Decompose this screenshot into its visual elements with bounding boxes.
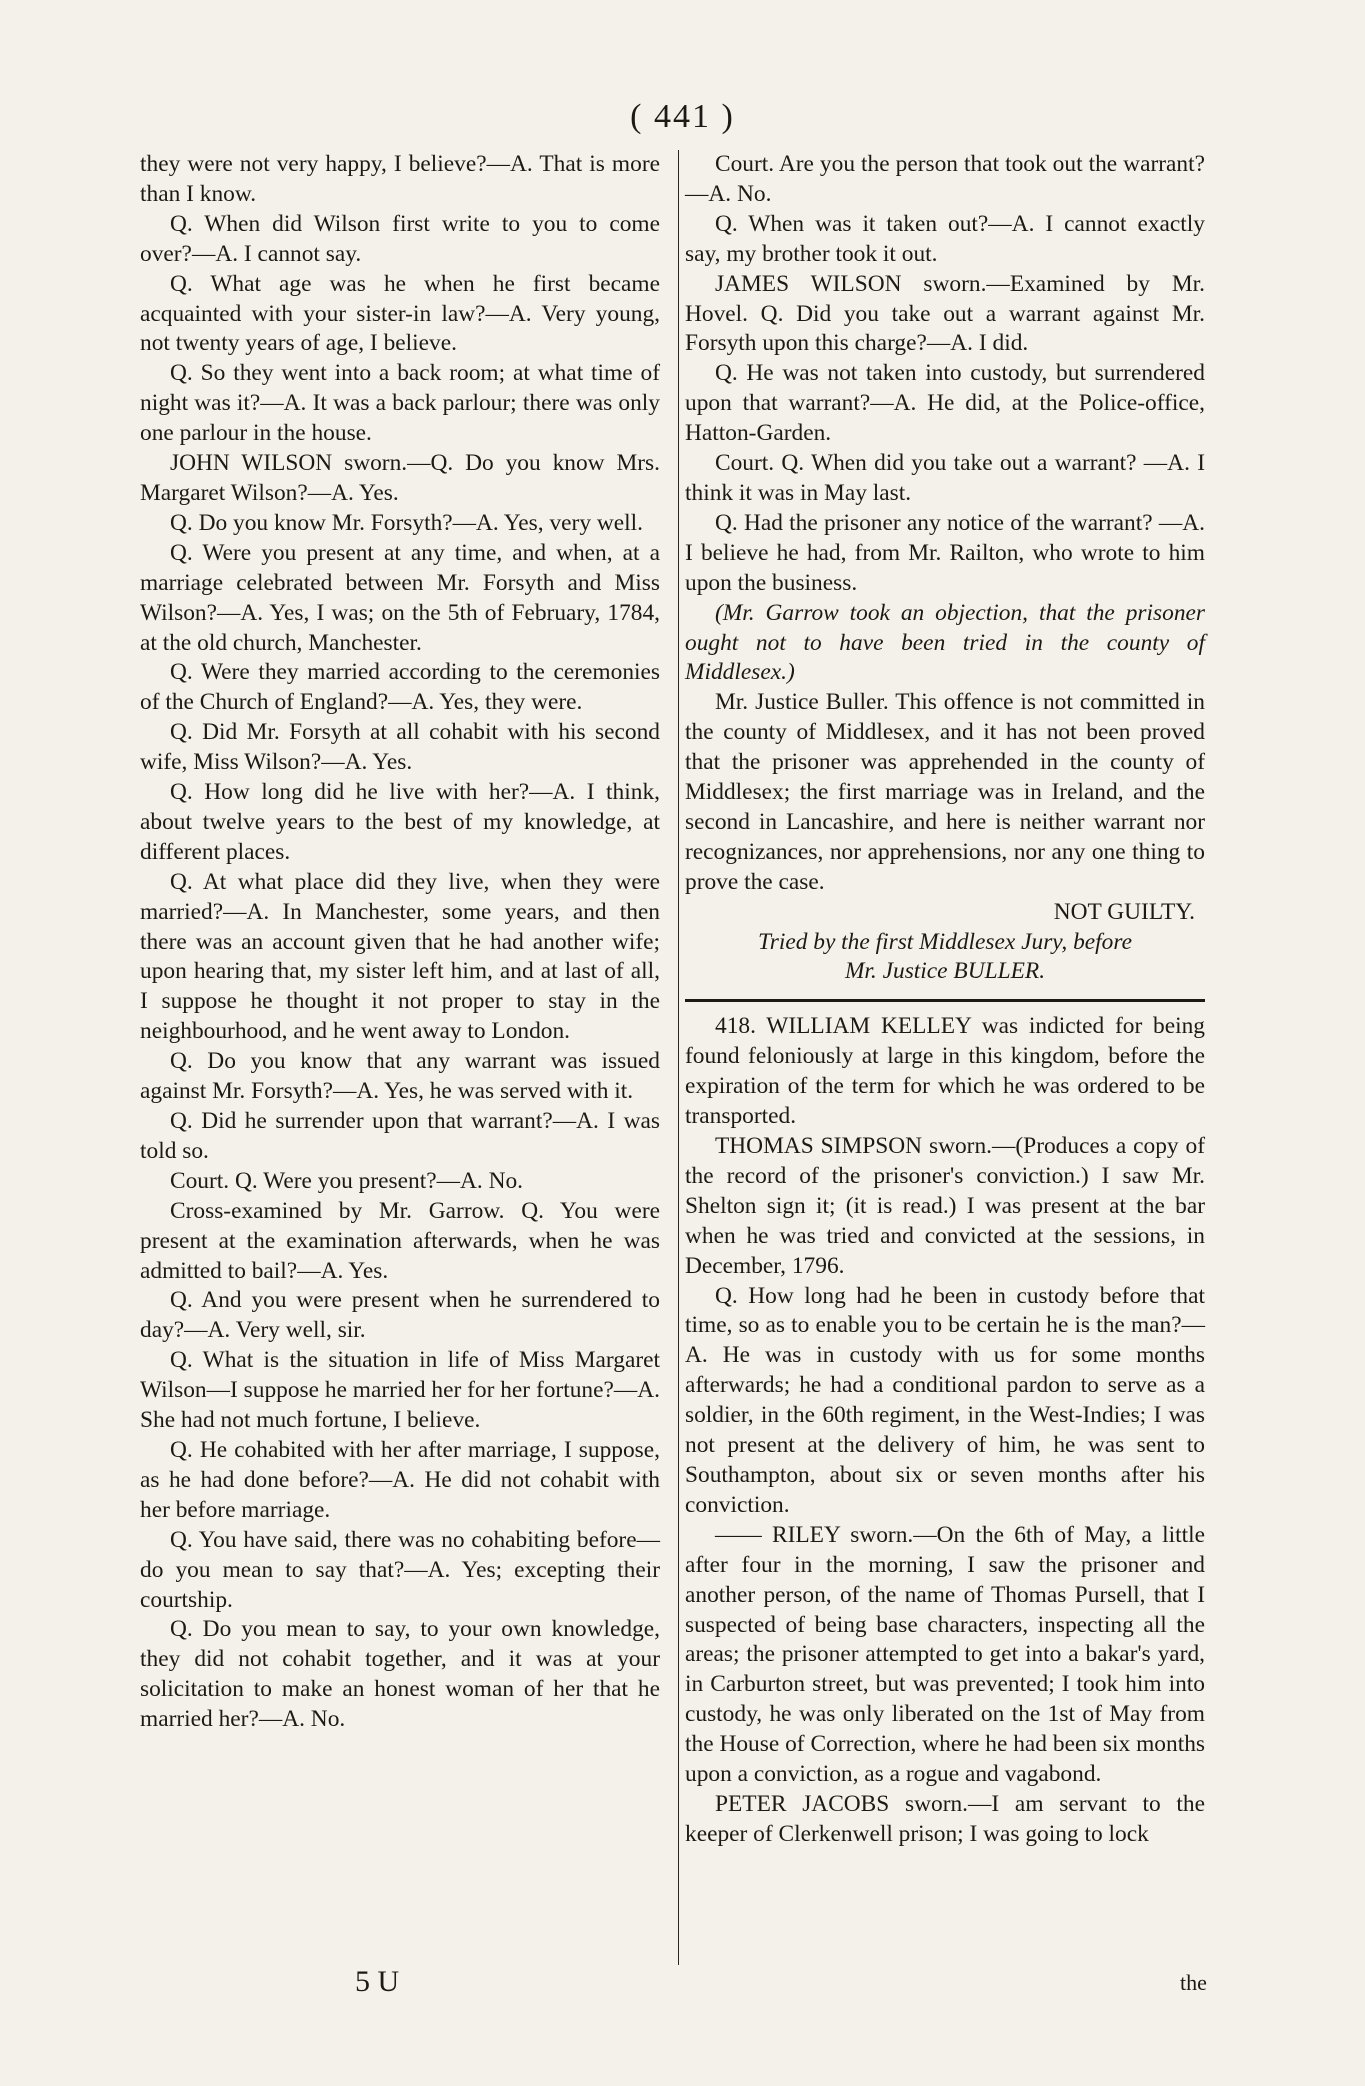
paragraph: they were not very happy, I believe?—A. That is more than I know.	[140, 151, 660, 207]
paragraph: Q. So they went into a back room; at what time of night was it?—A. It was a back parlour; there was only one parlour in the house.	[140, 360, 660, 447]
column-divider	[678, 150, 679, 1965]
section-rule	[685, 999, 1205, 1002]
paragraph: Mr. Justice Buller. This offence is not committed in the county of Middlesex, and it has not been proved that the prisoner was apprehended in the county of Middlesex; the first marriage was in Ireland, and the second in Lancashire, and here is neither warrant nor recognizances, nor apprehensions, nor any one thing to prove the case.	[685, 689, 1205, 895]
paragraph: Q. Had the prisoner any notice of the warrant? —A. I believe he had, from Mr. Railton, who wrote to him upon the business.	[685, 509, 1205, 596]
paragraph: 418. WILLIAM KELLEY was indicted for being found feloniously at large in this kingdom, before the expiration of the term for which he was ordered to be transported.	[685, 1013, 1205, 1130]
left-column	[140, 150, 660, 1735]
paragraph: PETER JACOBS sworn.—I am servant to the keeper of Clerkenwell prison; I was going to lock	[685, 1790, 1205, 1847]
verdict: NOT GUILTY.	[1053, 898, 1195, 925]
paragraph: Q. What age was he when he first became acquainted with your sister-in law?—A. Very young, not twenty years of age, I believe.	[140, 270, 660, 357]
tried-by-judge: Mr. Justice BULLER.	[844, 958, 1046, 985]
paragraph: Q. When did Wilson first write to you to come over?—A. I cannot say.	[140, 210, 660, 267]
paragraph: Q. Do you mean to say, to your own knowledge, they did not cohabit together, and it was at your solicitation to make an honest woman of her that he married her?—A. No.	[140, 1616, 660, 1733]
paragraph: JAMES WILSON sworn.—Examined by Mr. Hovel. Q. Did you take out a warrant against Mr. Forsyth upon this charge?—A. I did.	[685, 270, 1205, 357]
paragraph: Q. At what place did they live, when they were married?—A. In Manchester, some years, and then there was an account given that he had another wife; upon hearing that, my sister left him, and at last of all, I suppose he thought it not proper to stay in the neighbourhood, and he went away to London.	[140, 868, 660, 1045]
paragraph: Q. Were you present at any time, and when, at a marriage celebrated between Mr. Forsyth and Miss Wilson?—A. Yes, I was; on the 5th of February, 1784, at the old church, Manchester.	[140, 539, 660, 656]
paragraph: JOHN WILSON sworn.—Q. Do you know Mrs. Margaret Wilson?—A. Yes.	[140, 450, 660, 506]
paragraph: Cross-examined by Mr. Garrow. Q. You were present at the examination afterwards, when he was admitted to bail?—A. Yes.	[140, 1197, 660, 1284]
paragraph: Q. How long had he been in custody before that time, so as to enable you to be certain he is the man?—A. He was in custody with us for some months afterwards; he had a conditional pardon to serve as a soldier, in the 60th regiment, in the West-Indies; I was not present at the delivery of him, he was sent to Southampton, about six or seven months after his conviction.	[685, 1282, 1205, 1518]
paragraph: Q. Did he surrender upon that warrant?—A. I was told so.	[140, 1108, 660, 1164]
paragraph: Q. Were they married according to the ceremonies of the Church of England?—A. Yes, they were.	[140, 659, 660, 716]
paragraph: Court. Q. Were you present?—A. No.	[170, 1167, 524, 1194]
paragraph: Court. Q. When did you take out a warrant? —A. I think it was in May last.	[685, 450, 1205, 506]
paragraph: Q. Do you know that any warrant was issued against Mr. Forsyth?—A. Yes, he was served with it.	[140, 1048, 660, 1105]
signature-mark: 5 U	[355, 1965, 400, 1998]
paragraph: Q. How long did he live with her?—A. I think, about twelve years to the best of my knowledge, at different places.	[140, 779, 660, 865]
right-column	[685, 150, 1205, 1850]
tried-by-line: Tried by the first Middlesex Jury, before	[758, 928, 1132, 955]
page-number: ( 441 )	[630, 98, 735, 135]
paragraph: Q. Did Mr. Forsyth at all cohabit with his second wife, Miss Wilson?—A. Yes.	[140, 719, 660, 776]
paragraph: Q. And you were present when he surrendered to day?—A. Very well, sir.	[140, 1287, 660, 1344]
catchword: the	[1180, 1970, 1207, 1995]
paragraph: Q. What is the situation in life of Miss Margaret Wilson—I suppose he married her for her fortune?—A. She had not much fortune, I believe.	[140, 1347, 660, 1434]
paragraph: —— RILEY sworn.—On the 6th of May, a little after four in the morning, I saw the prisoner and another person, of the name of Thomas Pursell, that I suspected of being base characters, inspecting all the areas; the prisoner attempted to get into a bakar's yard, in Carburton street, but was prevented; I took him into custody, he was only liberated on the 1st of May from the House of Correction, where he had been six months upon a conviction, as a rogue and vagabond.	[685, 1521, 1205, 1788]
objection-note: (Mr. Garrow took an objection, that the prisoner ought not to have been tried in the county of Middlesex.)	[685, 599, 1205, 686]
paragraph: THOMAS SIMPSON sworn.—(Produces a copy of the record of the prisoner's conviction.) I saw Mr. Shelton sign it; (it is read.) I was present at the bar when he was tried and convicted at the sessions, in December, 1796.	[685, 1133, 1205, 1279]
paragraph: Court. Are you the person that took out the warrant?—A. No.	[685, 151, 1205, 207]
paragraph: Q. Do you know Mr. Forsyth?—A. Yes, very well.	[170, 509, 644, 536]
paragraph: Q. When was it taken out?—A. I cannot exactly say, my brother took it out.	[685, 210, 1205, 267]
paragraph: Q. He cohabited with her after marriage, I suppose, as he had done before?—A. He did not cohabit with her before marriage.	[140, 1436, 660, 1523]
paragraph: Q. He was not taken into custody, but surrendered upon that warrant?—A. He did, at the Police-office, Hatton-Garden.	[685, 360, 1205, 447]
paragraph: Q. You have said, there was no cohabiting before—do you mean to say that?—A. Yes; excepting their courtship.	[140, 1526, 660, 1613]
